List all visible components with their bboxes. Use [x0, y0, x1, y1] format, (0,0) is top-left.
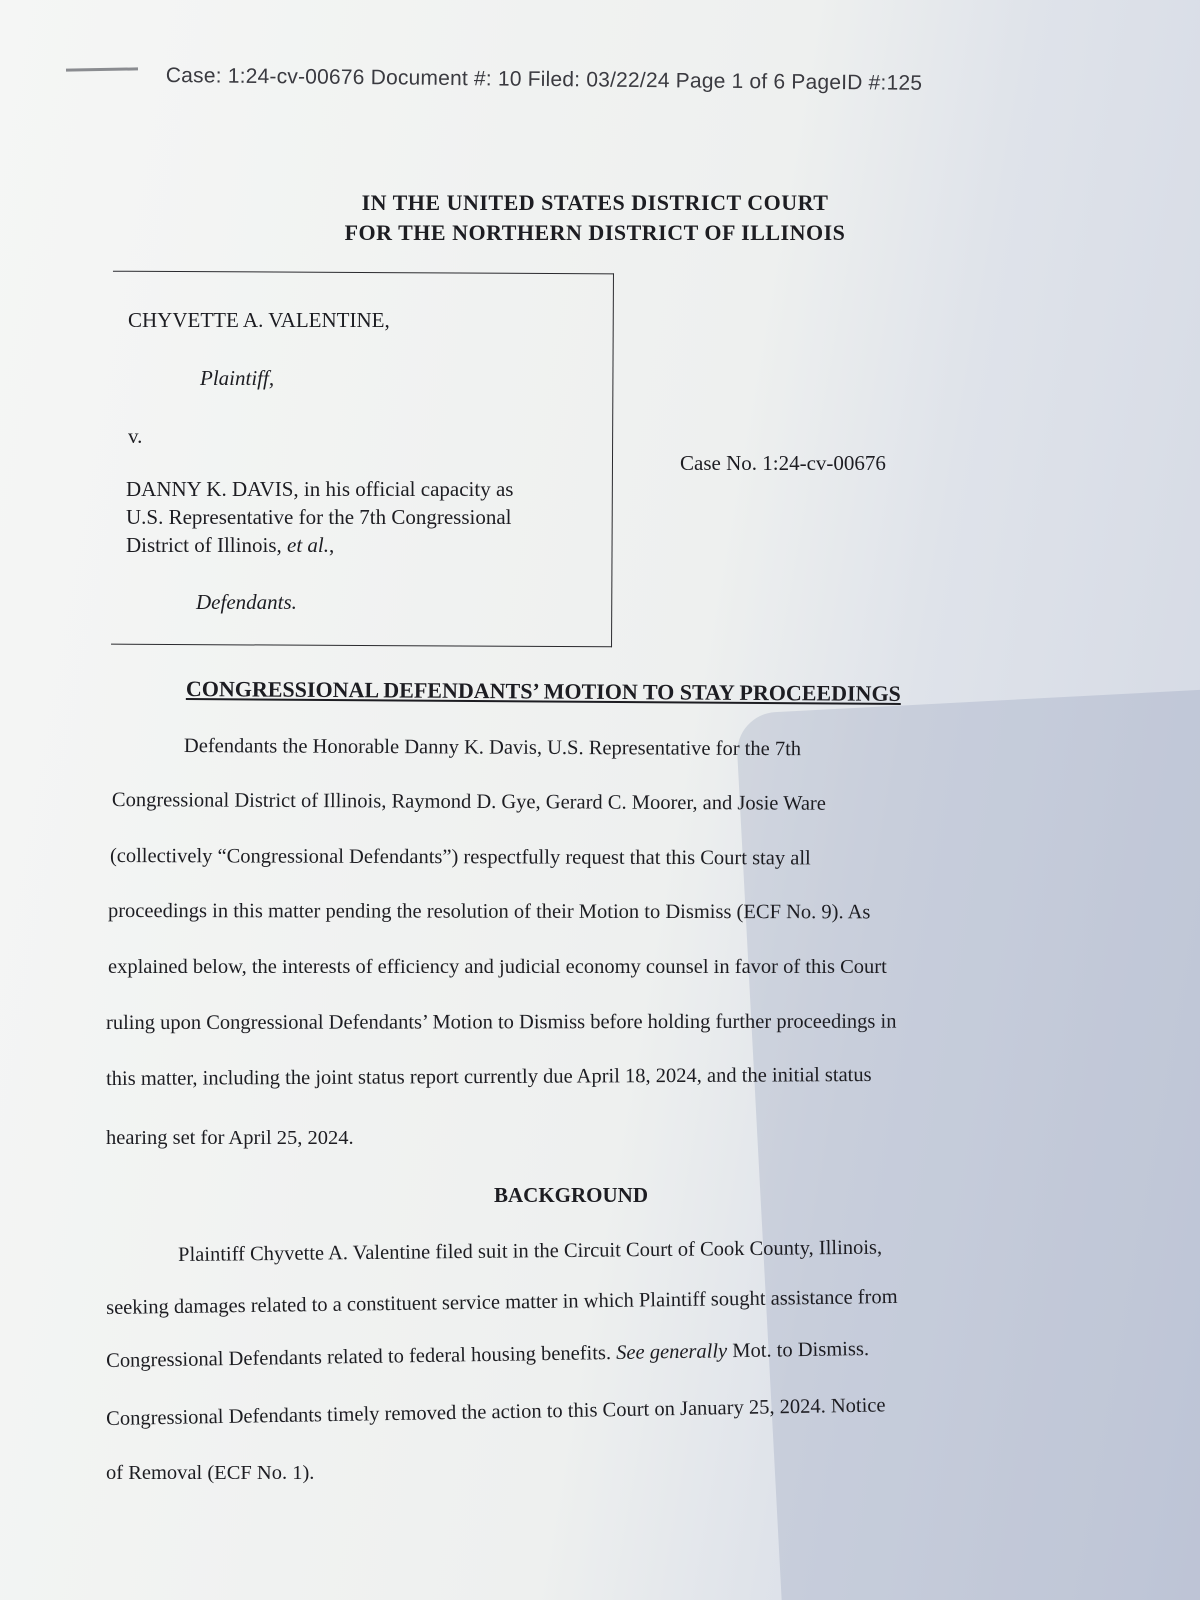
intro-line: explained below, the interests of efficiency and judicial economy counsel in favor of this Court [108, 956, 887, 978]
court-heading-line1: IN THE UNITED STATES DISTRICT COURT [361, 190, 829, 215]
defendant-line-3-text: District of Illinois, [126, 533, 287, 557]
defendant-role: Defendants. [196, 590, 297, 614]
defendant-line-1: DANNY K. DAVIS, in his official capacity as [126, 477, 514, 501]
intro-line: (collectively “Congressional Defendants”) respectfully request that this Court stay all [109, 845, 811, 870]
intro-line: hearing set for April 25, 2024. [106, 1127, 354, 1149]
background-line-5: of Removal (ECF No. 1). [106, 1462, 315, 1484]
background-line-1: Plaintiff Chyvette A. Valentine filed suit in the Circuit Court of Cook County, Illinois, [178, 1236, 883, 1266]
pen-mark [66, 67, 138, 71]
plaintiff-name: CHYVETTE A. VALENTINE, [128, 308, 390, 332]
background-line-3 [106, 1338, 869, 1373]
et-al: et al. [287, 533, 329, 557]
intro-line: this matter, including the joint status report currently due April 18, 2024, and the initial status [106, 1063, 872, 1090]
plaintiff-role: Plaintiff, [200, 366, 275, 390]
background-line-2: seeking damages related to a constituent service matter in which Plaintiff sought assistance from [106, 1285, 898, 1319]
intro-line: Congressional District of Illinois, Raymond D. Gye, Gerard C. Moorer, and Josie Ware [111, 789, 826, 815]
case-number: Case No. 1:24-cv-00676 [680, 451, 886, 475]
intro-line: Defendants the Honorable Danny K. Davis, U.S. Representative for the 7th [183, 735, 802, 761]
background-line-4: Congressional Defendants timely removed the action to this Court on January 25, 2024. Notice [106, 1394, 886, 1430]
court-heading-line2: FOR THE NORTHERN DISTRICT OF ILLINOIS [344, 220, 846, 245]
motion-title: CONGRESSIONAL DEFENDANTS’ MOTION TO STAY PROCEEDINGS [185, 676, 901, 706]
defendant-line-3 [126, 531, 334, 559]
intro-line: ruling upon Congressional Defendants’ Motion to Dismiss before holding further proceedings in [106, 1010, 897, 1034]
photo-shadow [735, 687, 1200, 1600]
defendant-line-3-comma: , [329, 533, 335, 557]
see-generally: See generally [616, 1340, 728, 1364]
background-line-3-text: Congressional Defendants related to federal housing benefits. [106, 1341, 617, 1372]
court-heading [0, 188, 1190, 248]
defendant-line-2: U.S. Representative for the 7th Congressional [126, 505, 512, 529]
background-line-3-end: Mot. to Dismiss. [727, 1338, 870, 1363]
versus-label: v. [128, 424, 143, 448]
filing-stamp: Case: 1:24-cv-00676 Document #: 10 Filed: 03/22/24 Page 1 of 6 PageID #:125 [165, 64, 923, 95]
intro-line: proceedings in this matter pending the resolution of their Motion to Dismiss (ECF No. 9). As [107, 900, 871, 924]
background-heading: BACKGROUND [494, 1183, 649, 1207]
